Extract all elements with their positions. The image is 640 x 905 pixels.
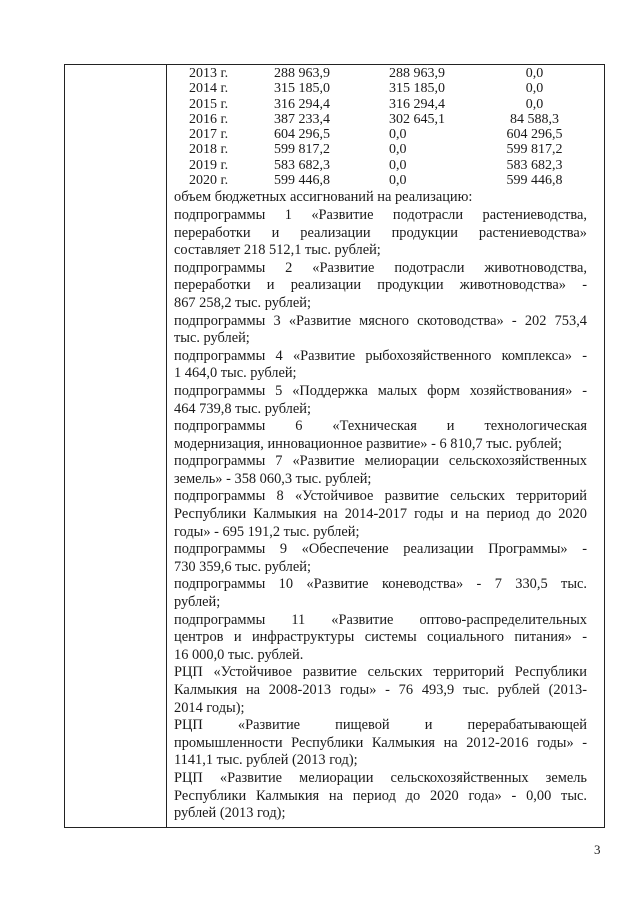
text-line: 464 739,8 тыс. рублей; [174,400,311,417]
column-divider [166,64,167,828]
paragraph [174,418,587,453]
text-line: центров и инфраструктуры системы социального питания» - [174,629,587,646]
paragraph [174,260,587,313]
text-line: подпрограммы 4 «Развитие рыбохозяйственного комплекса» - [174,347,587,364]
text-line: годы» - 695 191,2 тыс. рублей; [174,523,360,540]
passport-content [174,66,587,823]
text-line: земель» - 358 060,3 тыс. рублей; [174,470,372,487]
year-cell: 2018 г. [189,142,229,158]
text-line: рублей (2013 год); [174,805,286,822]
text-line: подпрограммы 9 «Обеспечение реализации Программы» - [174,541,587,558]
text-line: подпрограммы 5 «Поддержка малых форм хозяйствования» - [174,382,587,399]
text-line: рублей; [174,594,221,611]
funding-by-year-table [174,66,587,188]
paragraph [174,717,587,770]
table-row [174,81,587,96]
republic-cell: 84 588,3 [510,111,559,127]
paragraph [174,488,587,541]
total-cell: 604 296,5 [274,127,330,143]
federal-cell: 315 185,0 [389,81,445,97]
text-line: составляет 218 512,1 тыс. рублей; [174,242,381,259]
text-line: РЦП «Устойчивое развитие сельских территорий Республики [174,664,587,681]
republic-cell: 583 682,3 [506,157,563,173]
text-line: тыс. рублей; [174,330,250,347]
paragraph [174,348,587,383]
text-line: подпрограммы 1 «Развитие подотрасли растениеводства, [174,206,587,223]
text-line: подпрограммы 10 «Развитие коневодства» - 7 330,5 тыс. [174,576,587,593]
total-cell: 316 294,4 [274,96,330,112]
year-cell: 2016 г. [189,111,229,127]
text-line: объем бюджетных ассигнований на реализацию: [174,189,473,206]
text-line: Республики Калмыкия на период до 2020 года» - 0,00 тыс. [174,787,587,804]
paragraph [174,576,587,611]
total-cell: 288 963,9 [274,66,330,81]
text-line: переработки и реализации продукции животноводства» - [174,277,587,294]
federal-cell: 0,0 [389,173,407,189]
paragraph [174,207,587,260]
federal-cell: 0,0 [389,142,407,158]
total-cell: 599 817,2 [274,142,330,158]
text-line: Республики Калмыкия на 2014-2017 годы и на период до 2020 [174,506,587,523]
text-line: подпрограммы 11 «Развитие оптово-распределительных [174,611,587,628]
table-row [174,66,587,81]
text-line: 16 000,0 тыс. рублей. [174,646,304,663]
paragraph [174,770,587,823]
republic-cell: 0,0 [525,96,544,112]
paragraph [174,664,587,717]
text-line: промышленности Республики Калмыкия на 2012-2016 годы» - [174,734,587,751]
text-line: РЦП «Развитие мелиорации сельскохозяйственных земель [174,769,587,786]
paragraph [174,453,587,488]
table-row [174,158,587,173]
paragraph [174,189,587,207]
federal-cell: 302 645,1 [389,111,445,127]
year-cell: 2013 г. [189,66,229,81]
republic-cell: 599 817,2 [506,142,563,158]
paragraph [174,541,587,576]
total-cell: 599 446,8 [274,173,330,189]
federal-cell: 0,0 [389,127,407,143]
year-cell: 2015 г. [189,96,229,112]
table-row [174,112,587,127]
paragraph [174,313,587,348]
total-cell: 387 233,4 [274,111,330,127]
text-line: 730 359,6 тыс. рублей; [174,558,311,575]
text-line: Калмыкия на 2008-2013 годы» - 76 493,9 тыс. рублей (2013- [174,682,587,698]
republic-cell: 0,0 [525,81,544,97]
year-cell: 2020 г. [189,173,229,189]
text-line: 1141,1 тыс. рублей (2013 год); [174,752,358,769]
text-line: 2014 годы); [174,699,245,716]
republic-cell: 604 296,5 [506,127,563,143]
republic-cell: 599 446,8 [506,173,563,189]
text-line: РЦП «Развитие пищевой и перерабатывающей [174,717,587,734]
text-line: подпрограммы 8 «Устойчивое развитие сельских территорий [174,488,587,505]
total-cell: 583 682,3 [274,157,330,173]
republic-cell: 0,0 [525,66,544,81]
text-line: подпрограммы 3 «Развитие мясного скотоводства» - 202 753,4 [174,312,587,329]
page-number: 3 [594,842,601,857]
table-row [174,97,587,112]
text-line: переработки и реализации продукции растениеводства» [174,224,587,241]
federal-cell: 288 963,9 [389,66,445,81]
table-row [174,173,587,188]
year-cell: 2019 г. [189,157,229,173]
year-cell: 2014 г. [189,81,229,97]
paragraph [174,612,587,665]
text-line: модернизация, инновационное развитие» - 6 810,7 тыс. рублей; [174,435,563,452]
table-row [174,142,587,157]
text-line: 1 464,0 тыс. рублей; [174,365,297,382]
text-line: подпрограммы 2 «Развитие подотрасли животноводства, [174,259,587,276]
federal-cell: 316 294,4 [389,96,445,112]
total-cell: 315 185,0 [274,81,330,97]
paragraph [174,383,587,418]
text-line: подпрограммы 6 «Техническая и технологическая [174,418,587,435]
text-line: подпрограммы 7 «Развитие мелиорации сельскохозяйственных [174,453,587,470]
federal-cell: 0,0 [389,157,407,173]
table-row [174,127,587,142]
text-line: 867 258,2 тыс. рублей; [174,294,311,311]
budget-allocation-text [174,189,587,822]
year-cell: 2017 г. [189,127,229,143]
